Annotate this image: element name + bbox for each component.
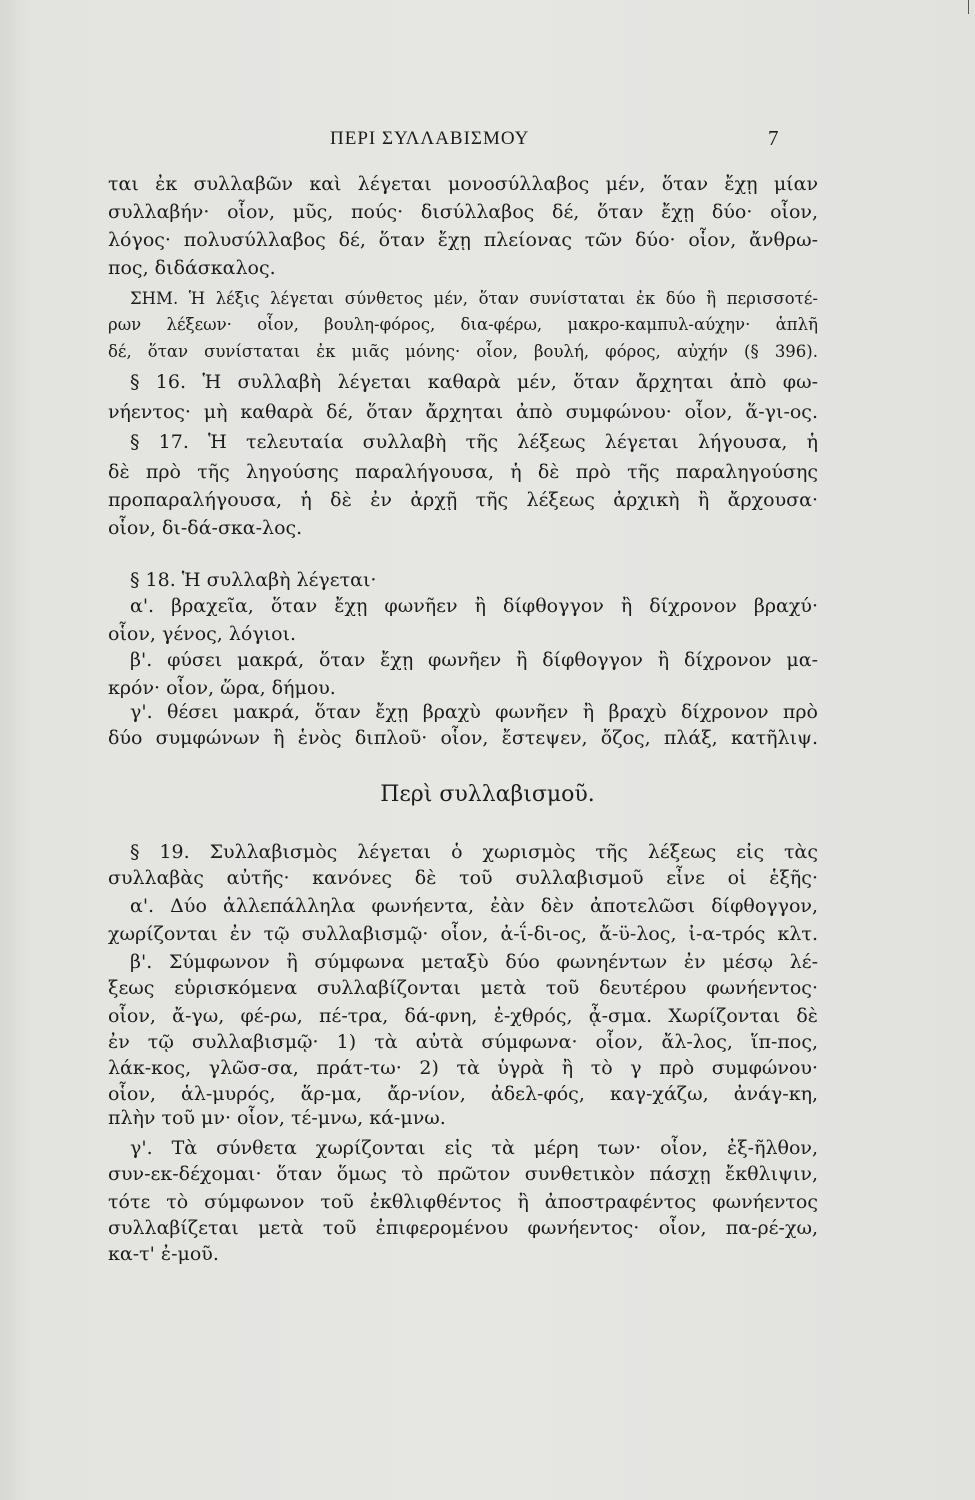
text-line: λόγος· πολυσύλλαβος δέ, ὅταν ἔχῃ πλείονας τῶν δύο· οἷον, ἄνθρω- (108, 229, 818, 251)
text-line: συλλαβήν· οἷον, μῦς, πούς· δισύλλαβος δέ, ὅταν ἔχῃ δύο· οἷον, (108, 201, 818, 223)
text-line: τότε τὸ σύμφωνον τοῦ ἐκθλιφθέντος ἢ ἀποστραφέντος φωνήεντος (108, 1191, 818, 1213)
text-line: συλλαβίζεται μετὰ τοῦ ἐπιφερομένου φωνήεντος· οἷον, πα-ρέ-χω, (108, 1217, 818, 1239)
text-line: δέ, ὅταν συνίσταται ἐκ μιᾶς μόνης· οἷον, βουλή, φόρος, αὐχήν (§ 396). (108, 342, 818, 361)
text-line: ΣΗΜ. Ἡ λέξις λέγεται σύνθετος μέν, ὅταν συνίσταται ἐκ δύο ἢ περισσοτέ- (130, 289, 818, 308)
text-line: § 17. Ἡ τελευταία συλλαβὴ τῆς λέξεως λέγεται λήγουσα, ἡ (130, 431, 818, 453)
text-line: συν-εκ-δέχομαι· ὅταν ὅμως τὸ πρῶτον συνθετικὸν πάσχῃ ἔκθλιψιν, (108, 1163, 818, 1185)
text-line: γ'. Τὰ σύνθετα χωρίζονται εἰς τὰ μέρη των· οἷον, ἐξ-ῆλθον, (130, 1137, 818, 1159)
text-line: δύο συμφώνων ἢ ἑνὸς διπλοῦ· οἷον, ἔστεψεν, ὄζος, πλάξ, κατῆλιψ. (108, 727, 818, 749)
text-line: ἐν τῷ συλλαβισμῷ· 1) τὰ αὐτὰ σύμφωνα· οἷον, ἄλ-λος, ἵπ-πος, (108, 1031, 818, 1053)
text-line: γ'. θέσει μακρά, ὅταν ἔχῃ βραχὺ φωνῆεν ἢ βραχὺ δίχρονον πρὸ (130, 701, 818, 723)
text-line: οἷον, γένος, λόγιοι. (108, 623, 297, 645)
text-line: § 18. Ἡ συλλαβὴ λέγεται· (130, 569, 377, 591)
text-line: προπαραλήγουσα, ἡ δὲ ἐν ἀρχῇ τῆς λέξεως ἀρχικὴ ἢ ἄρχουσα· (108, 489, 818, 511)
page-edge-mark (968, 0, 969, 14)
text-line: § 19. Συλλαβισμὸς λέγεται ὁ χωρισμὸς τῆς λέξεως εἰς τὰς (130, 841, 818, 863)
text-line: ρων λέξεων· οἷον, βουλη-φόρος, δια-φέρω, μακρο-καμπυλ-αύχην· ἁπλῆ (108, 315, 818, 334)
text-line: οἷον, ἁλ-μυρός, ἅρ-μα, ἄρ-νίον, ἀδελ-φός, καγ-χάζω, ἀνάγ-κη, (108, 1083, 818, 1105)
text-line: νήεντος· μὴ καθαρὰ δέ, ὅταν ἄρχηται ἀπὸ συμφώνου· οἷον, ἅ-γι-ος. (108, 401, 818, 423)
text-line: χωρίζονται ἐν τῷ συλλαβισμῷ· οἷον, ἀ-ΐ-δι-ος, ἄ-ϋ-λος, ἰ-α-τρός κλτ. (108, 923, 818, 945)
text-line: § 16. Ἡ συλλαβὴ λέγεται καθαρὰ μέν, ὅταν ἄρχηται ἀπὸ φω- (130, 371, 818, 393)
section-heading: Περὶ συλλαβισμοῦ. (380, 782, 595, 807)
page-number: 7 (768, 126, 779, 150)
text-line: β'. Σύμφωνον ἢ σύμφωνα μεταξὺ δύο φωνηέντων ἐν μέσῳ λέ- (130, 951, 818, 973)
text-line: οἷον, ἄ-γω, φέ-ρω, πέ-τρα, δά-φνη, ἐ-χθρός, ᾆ-σμα. Χωρίζονται δὲ (108, 1005, 818, 1027)
text-line: β'. φύσει μακρά, ὅταν ἔχῃ φωνῆεν ἢ δίφθογγον ἢ δίχρονον μα- (130, 649, 818, 671)
text-line: πλὴν τοῦ μν· οἷον, τέ-μνω, κά-μνω. (108, 1107, 446, 1129)
text-line: α'. βραχεῖα, ὅταν ἔχῃ φωνῆεν ἢ δίφθογγον ἢ δίχρονον βραχύ· (130, 595, 818, 617)
text-line: κρόν· οἷον, ὥρα, δήμου. (108, 677, 336, 699)
text-line: συλλαβὰς αὐτῆς· κανόνες δὲ τοῦ συλλαβισμοῦ εἶνε οἱ ἑξῆς· (108, 867, 818, 889)
text-line: ξεως εὑρισκόμενα συλλαβίζονται μετὰ τοῦ δευτέρου φωνήεντος· (108, 977, 818, 999)
running-head: ΠΕΡΙ ΣΥΛΛΑΒΙΣΜΟΥ (330, 128, 530, 149)
text-line: δὲ πρὸ τῆς ληγούσης παραλήγουσα, ἡ δὲ πρὸ τῆς παραληγούσης (108, 461, 818, 483)
text-line: ται ἐκ συλλαβῶν καὶ λέγεται μονοσύλλαβος μέν, ὅταν ἔχῃ μίαν (108, 173, 818, 195)
text-line: λάκ-κος, γλῶσ-σα, πράτ-τω· 2) τὰ ὑγρὰ ἢ τὸ γ πρὸ συμφώνου· (108, 1057, 818, 1079)
text-line: κα-τ' ἐ-μοῦ. (108, 1243, 219, 1265)
text-line: πος, διδάσκαλος. (108, 257, 276, 279)
text-line: α'. Δύο ἀλλεπάλληλα φωνήεντα, ἐὰν δὲν ἀποτελῶσι δίφθογγον, (130, 895, 818, 917)
text-line: οἷον, δι-δά-σκα-λος. (108, 517, 303, 539)
